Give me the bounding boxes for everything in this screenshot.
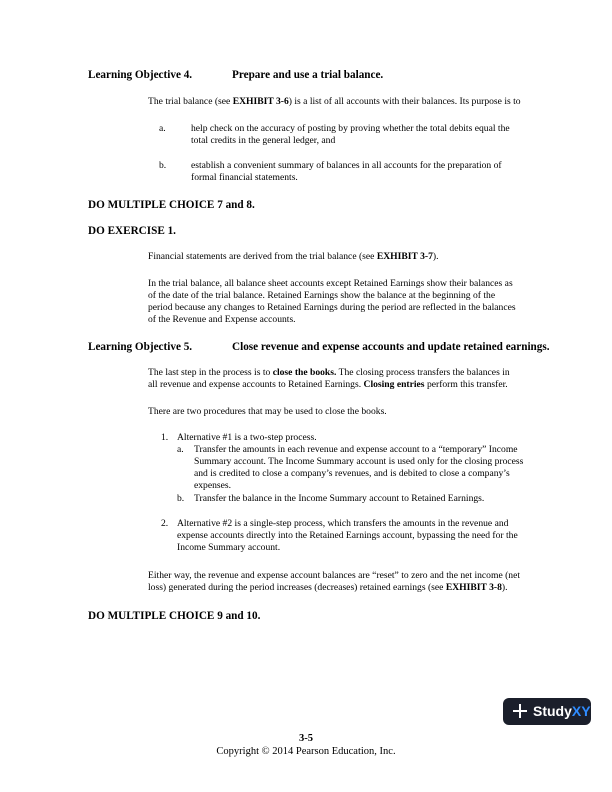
- page-number: 3-5: [299, 733, 313, 744]
- alt2-number: 2.: [161, 518, 169, 529]
- alt1-b-marker: b.: [177, 493, 185, 504]
- lo5-title: Close revenue and expense accounts and update retained earnings.: [232, 341, 550, 353]
- lo4-item-b: establish a convenient summary of balances in all accounts for the preparation of formal financial statements.: [191, 160, 502, 184]
- alt1-text: Alternative #1 is a two-step process.: [177, 432, 317, 443]
- do-exercise-1: DO EXERCISE 1.: [88, 225, 176, 237]
- alt1-number: 1.: [161, 432, 169, 443]
- alt1-a-text: Transfer the amounts in each revenue and expense account to a “temporary” Income Summary account. The Income Summary account is used only for the closing process and is credited to close a company’s revenues, and is debited to close a company’s expenses.: [194, 444, 524, 492]
- lo5-label: Learning Objective 5.: [88, 341, 193, 353]
- lo4-item-a: help check on the accuracy of posting by proving whether the total debits equal the total credits in the general ledger, and: [191, 123, 510, 147]
- lo5-procedures-line: There are two procedures that may be used to close the books.: [148, 406, 387, 417]
- alt1-b-text: Transfer the balance in the Income Summary account to Retained Earnings.: [194, 493, 485, 504]
- do-multiple-choice-7-8: DO MULTIPLE CHOICE 7 and 8.: [88, 199, 255, 211]
- lo5-closing-paragraph: The last step in the process is to close the books. The closing process transfers the balances in all revenue and expense accounts to Retained Earnings. Closing entries perform this transfer.: [148, 367, 510, 391]
- copyright: Copyright © 2014 Pearson Education, Inc.: [216, 746, 396, 757]
- lo4-item-b-marker: b.: [159, 160, 167, 171]
- do-multiple-choice-9-10: DO MULTIPLE CHOICE 9 and 10.: [88, 610, 261, 622]
- studyxy-logo-text: StudyXY: [533, 703, 591, 719]
- lo4-intro: The trial balance (see EXHIBIT 3-6) is a list of all accounts with their balances. Its purpose is to: [148, 96, 521, 107]
- alt1-a-marker: a.: [177, 444, 184, 455]
- lo4-title: Prepare and use a trial balance.: [232, 69, 384, 81]
- either-way-paragraph: Either way, the revenue and expense account balances are “reset” to zero and the net income (net loss) generated during the period increases (decreases) retained earnings (see EXHIBIT 3-8).: [148, 570, 521, 594]
- lo4-item-a-marker: a.: [159, 123, 166, 134]
- lo4-label: Learning Objective 4.: [88, 69, 193, 81]
- financial-statements-line: Financial statements are derived from the trial balance (see EXHIBIT 3-7).: [148, 251, 439, 262]
- studyxy-badge: [503, 698, 591, 725]
- plus-icon: [511, 702, 529, 720]
- trial-balance-paragraph: In the trial balance, all balance sheet accounts except Retained Earnings show their balances as of the date of the trial balance. Retained Earnings show the balance at the beginning of the period because any changes to Retained Earnings during the period are reflected in the balances of the Revenue and Expense accounts.: [148, 278, 516, 326]
- alt2-text: Alternative #2 is a single-step process, which transfers the amounts in the revenue and expense accounts directly into the Retained Earnings account, bypassing the need for the Income Summary account.: [177, 518, 518, 554]
